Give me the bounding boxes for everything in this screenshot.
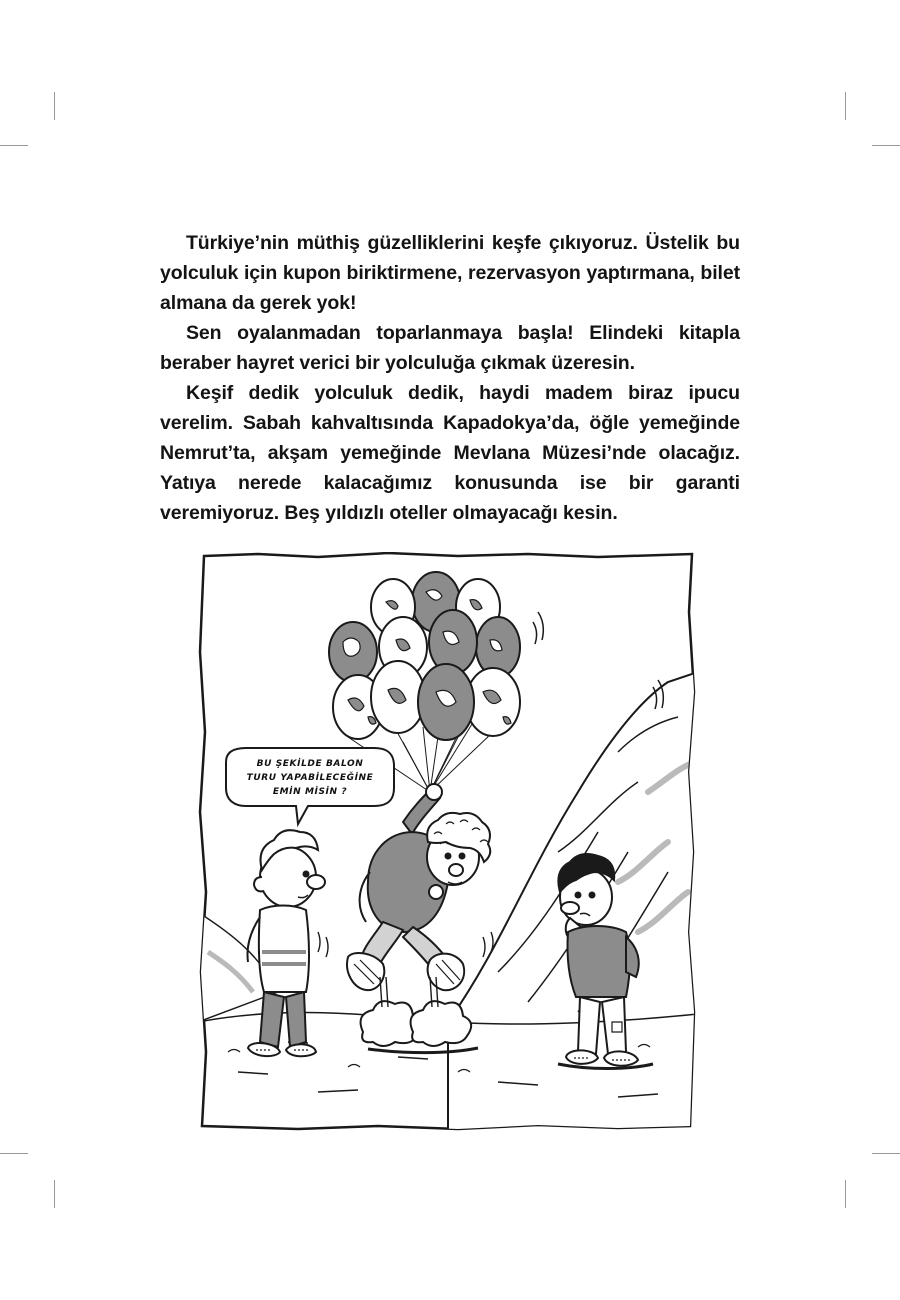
crop-mark-top-right-horizontal [872,145,900,146]
speech-bubble-line-3: EMİN MİSİN ? [272,787,348,797]
speech-bubble-line-1: BU ŞEKİLDE BALON [256,759,364,769]
crop-mark-top-right-vertical [845,92,846,120]
cartoon-drawing [198,552,698,1132]
speech-bubble-line-2: TURU YAPABİLECEĞİNE [246,773,374,783]
crop-mark-top-left-vertical [54,92,55,120]
crop-mark-bottom-right-horizontal [872,1153,900,1154]
crop-mark-top-left-horizontal [0,145,28,146]
paragraph-2: Sen oyalanmadan toparlanmaya başla! Elindeki kitapla beraber hayret verici bir yolculuğa çıkmak üzeresin. [160,322,740,374]
cartoon-illustration [198,552,698,1132]
paragraph-3: Keşif dedik yolculuk dedik, haydi madem biraz ipucu verelim. Sabah kahvaltısında Kapadokya’da, öğle yemeğinde Nemrut’ta, akşam yemeğinde Mevlana Müzesi’nde olacağız. Yatıya nerede kalacağımız konusunda ise bir garanti veremiyoruz. Beş yıldızlı oteller olmayacağı kesin. [160,382,740,524]
paragraph-1: Türkiye’nin müthiş güzelliklerini keşfe çıkıyoruz. Üstelik bu yolculuk için kupon biriktirmene, rezervasyon yaptırmana, bilet almana da gerek yok! [160,232,740,314]
crop-mark-bottom-right-vertical [845,1180,846,1208]
crop-mark-bottom-left-vertical [54,1180,55,1208]
crop-mark-bottom-left-horizontal [0,1153,28,1154]
body-text [160,228,740,528]
